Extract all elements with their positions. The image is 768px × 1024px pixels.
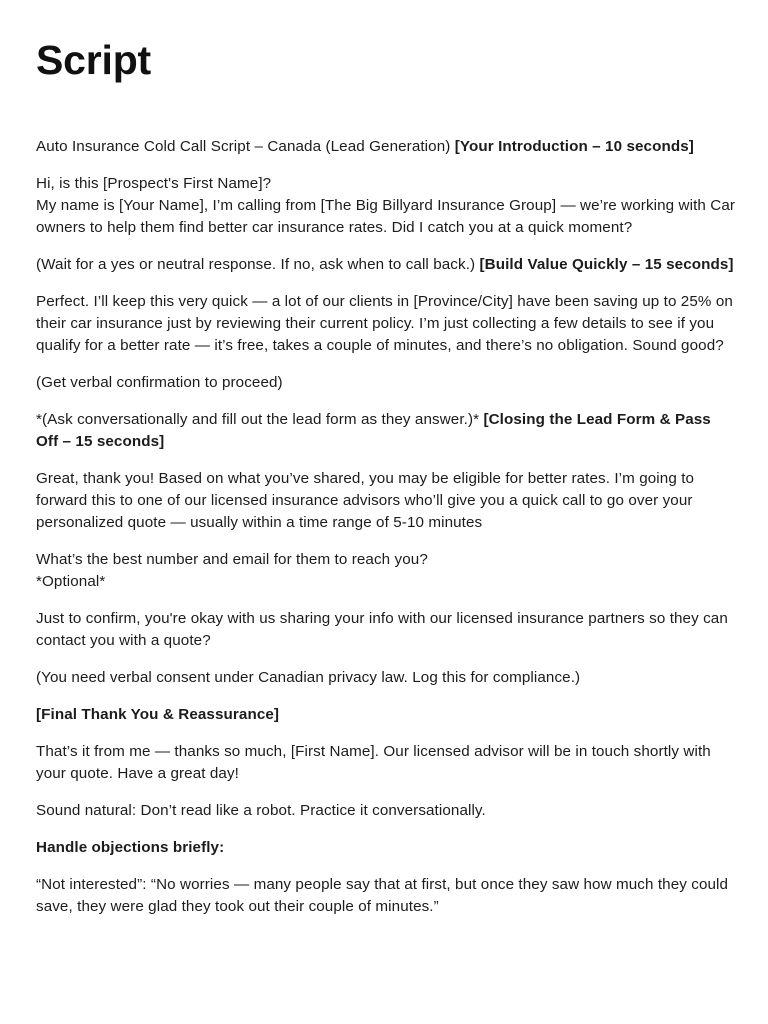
contact-question: What’s the best number and email for them to reach you? — [36, 551, 428, 568]
paragraph-value-pitch: Perfect. I’ll keep this very quick — a lot of our clients in [Province/City] have been saving up to 25% on their car insurance just by reviewing their current policy. I’m just collecting a few details to see if you qualify for a better rate — it’s free, takes a couple of minutes, and there’s no obligation. Sound good? — [36, 293, 733, 354]
section-label-final-thanks: [Final Thank You & Reassurance] — [36, 706, 280, 723]
page-title: Script — [36, 37, 151, 83]
paragraph-closing-pitch: Great, thank you! Based on what you’ve shared, you may be eligible for better rates. I’m going to forward this to one of our licensed insurance advisors who’ll give you a quick call to go over your personalized quote — usually within a time range of 5-10 minutes — [36, 470, 695, 531]
objections-heading: Handle objections briefly: — [36, 839, 225, 856]
section-label-closing: [Closing the Lead Form & Pass Off – 15 seconds] — [36, 411, 711, 450]
ask-instruction: *(Ask conversationally and fill out the lead form as they answer.)* — [36, 411, 484, 428]
paragraph-ask-conversationally — [36, 409, 736, 453]
script-heading-text: Auto Insurance Cold Call Script – Canada (Lead Generation) — [36, 138, 455, 155]
section-label-build-value: [Build Value Quickly – 15 seconds] — [479, 256, 734, 273]
paragraph-greeting — [36, 173, 736, 239]
paragraph-objections-label — [36, 837, 736, 859]
paragraph-privacy-note: (You need verbal consent under Canadian privacy law. Log this for compliance.) — [36, 669, 581, 686]
script-body — [36, 136, 736, 918]
wait-instruction: (Wait for a yes or neutral response. If no, ask when to call back.) — [36, 256, 480, 273]
paragraph-intro-header — [36, 136, 736, 158]
paragraph-sign-off: That’s it from me — thanks so much, [First Name]. Our licensed advisor will be in touch shortly with your quote. Have a great day! — [36, 743, 711, 782]
paragraph-objection-response: “Not interested”: “No worries — many people say that at first, but once they saw how much they could save, they were glad they took out their couple of minutes.” — [36, 876, 729, 915]
paragraph-tip-natural: Sound natural: Don’t read like a robot. Practice it conversationally. — [36, 802, 486, 819]
paragraph-wait-response — [36, 254, 736, 276]
paragraph-final-thanks-label — [36, 704, 736, 726]
paragraph-contact-request — [36, 549, 736, 593]
paragraph-consent-question: Just to confirm, you're okay with us sharing your info with our licensed insurance partners so they can contact you with a quote? — [36, 610, 728, 649]
document — [36, 34, 736, 933]
optional-note: *Optional* — [36, 573, 106, 590]
section-label-introduction: [Your Introduction – 10 seconds] — [454, 138, 694, 155]
paragraph-confirmation-note: (Get verbal confirmation to proceed) — [36, 374, 283, 391]
greeting-line: Hi, is this [Prospect's First Name]? — [36, 175, 272, 192]
introduction-line: My name is [Your Name], I’m calling from [The Big Billyard Insurance Group] — we’re working with Car owners to help them find better car insurance rates. Did I catch you at a quick moment? — [36, 197, 736, 236]
